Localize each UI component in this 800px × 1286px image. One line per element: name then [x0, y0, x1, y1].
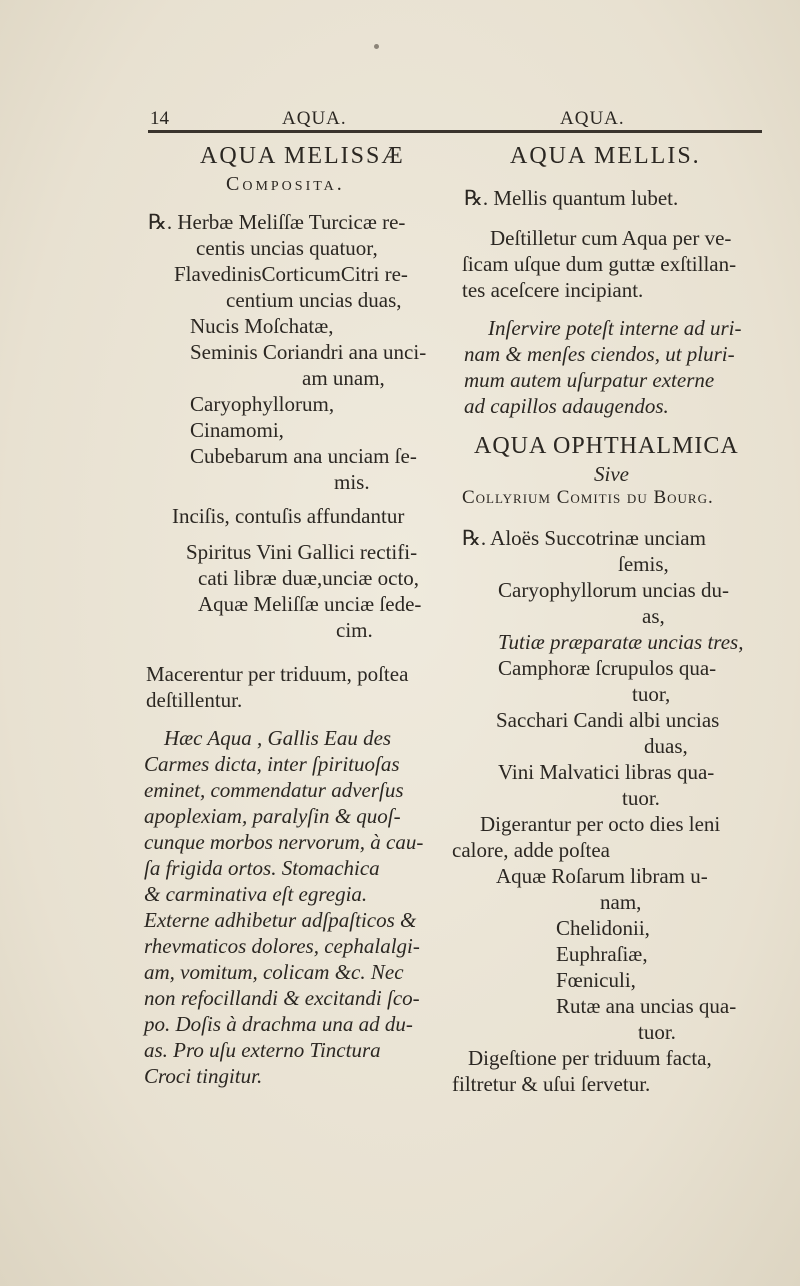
text-line: FlavedinisCorticumCitri re- — [174, 262, 408, 286]
italic-line: as. Pro uſu externo Tinctura — [144, 1038, 381, 1062]
header-rule — [148, 130, 762, 133]
heading-aqua-ophthalmica: AQUA OPHTHALMICA — [474, 433, 739, 459]
text-line: centis uncias quatuor, — [196, 236, 378, 260]
heading-aqua-melissae: AQUA MELISSÆ — [200, 143, 405, 169]
text-line: Tutiæ præparatæ uncias tres, — [498, 630, 744, 654]
text-line: Cubebarum ana unciam ſe- — [190, 444, 417, 468]
italic-line: Carmes dicta, inter ſpirituoſas — [144, 752, 400, 776]
text-line: Fœniculi, — [556, 968, 636, 992]
text-line: Deſtilletur cum Aqua per ve- — [490, 226, 732, 250]
text-line: ſicam uſque dum guttæ exſtillan- — [462, 252, 737, 276]
subheading-collyrium: Collyrium Comitis du Bourg. — [462, 487, 714, 508]
italic-line: Hæc Aqua , Gallis Eau des — [164, 726, 392, 750]
text-line: ℞. Aloës Succotrinæ unciam — [462, 526, 706, 550]
italic-line: cunque morbos nervorum, à cau- — [144, 830, 424, 854]
text-line: Digeſtione per triduum facta, — [468, 1046, 712, 1070]
text-line: deſtillentur. — [146, 688, 243, 712]
text-line: am unam, — [302, 366, 385, 390]
subheading-composita: Composita. — [226, 173, 345, 195]
text-line: centium uncias duas, — [226, 288, 402, 312]
text-line: cim. — [336, 618, 373, 642]
text-line: filtretur & uſui ſervetur. — [452, 1072, 651, 1096]
text-line: Seminis Coriandri ana unci- — [190, 340, 427, 364]
text-line: tuor. — [638, 1020, 676, 1044]
text-line: Macerentur per triduum, poſtea — [146, 662, 409, 686]
text-line: Cinamomi, — [190, 418, 284, 442]
italic-line: non refocillandi & excitandi ſco- — [144, 986, 420, 1010]
text-line: nam, — [600, 890, 642, 914]
text-line: Chelidonii, — [556, 916, 650, 940]
text-line: Camphoræ ſcrupulos qua- — [498, 656, 717, 680]
text-line: Spiritus Vini Gallici rectifi- — [186, 540, 418, 564]
text-line: as, — [642, 604, 665, 628]
text-line: Caryophyllorum uncias du- — [498, 578, 729, 602]
italic-line: Croci tingitur. — [144, 1064, 263, 1088]
italic-line: ſa frigida ortos. Stomachica — [144, 856, 380, 880]
italic-line: Externe adhibetur adſpaſticos & — [144, 908, 417, 932]
italic-line: Inſervire poteſt interne ad uri- — [488, 316, 742, 340]
italic-line: mum autem uſurpatur externe — [464, 368, 715, 392]
running-head-right: AQUA. — [560, 108, 625, 129]
text-line: cati libræ duæ,unciæ octo, — [198, 566, 420, 590]
text-line: Sacchari Candi albi uncias — [496, 708, 720, 732]
text-line: ℞. Herbæ Meliſſæ Turcicæ re- — [148, 210, 406, 234]
page-header — [0, 108, 800, 138]
text-line: Euphraſiæ, — [556, 942, 648, 966]
text-line: mis. — [334, 470, 370, 494]
italic-line: apoplexiam, paralyſin & quoſ- — [144, 804, 401, 828]
italic-line: eminet, commendatur adverſus — [144, 778, 404, 802]
text-line: Nucis Moſchatæ, — [190, 314, 334, 338]
sive-label: Sive — [594, 462, 629, 486]
italic-line: & carminativa eſt egregia. — [144, 882, 368, 906]
text-line: tuor, — [632, 682, 671, 706]
text-line: tes aceſcere incipiant. — [462, 278, 644, 302]
text-line: duas, — [644, 734, 688, 758]
italic-line: po. Doſis à drachma una ad du- — [144, 1012, 413, 1036]
text-line: Aquæ Meliſſæ unciæ ſede- — [198, 592, 422, 616]
running-head-left: AQUA. — [282, 108, 347, 129]
page-number: 14 — [150, 108, 169, 129]
italic-line: am, vomitum, colicam &c. Nec — [144, 960, 404, 984]
text-line: Caryophyllorum, — [190, 392, 335, 416]
text-line: Aquæ Roſarum libram u- — [496, 864, 708, 888]
ink-speck — [374, 44, 379, 49]
italic-line: ad capillos adaugendos. — [464, 394, 669, 418]
italic-line: nam & menſes ciendos, ut pluri- — [464, 342, 735, 366]
text-line: Rutæ ana uncias qua- — [556, 994, 737, 1018]
text-line: Digerantur per octo dies leni — [480, 812, 721, 836]
text-line: ſemis, — [618, 552, 669, 576]
text-line: Vini Malvatici libras qua- — [498, 760, 715, 784]
text-line: calore, adde poſtea — [452, 838, 610, 862]
text-line: Inciſis, contuſis affundantur — [172, 504, 405, 528]
heading-aqua-mellis: AQUA MELLIS. — [510, 143, 701, 169]
text-line: tuor. — [622, 786, 660, 810]
text-line: ℞. Mellis quantum lubet. — [464, 186, 679, 210]
italic-line: rhevmaticos dolores, cephalalgi- — [144, 934, 420, 958]
